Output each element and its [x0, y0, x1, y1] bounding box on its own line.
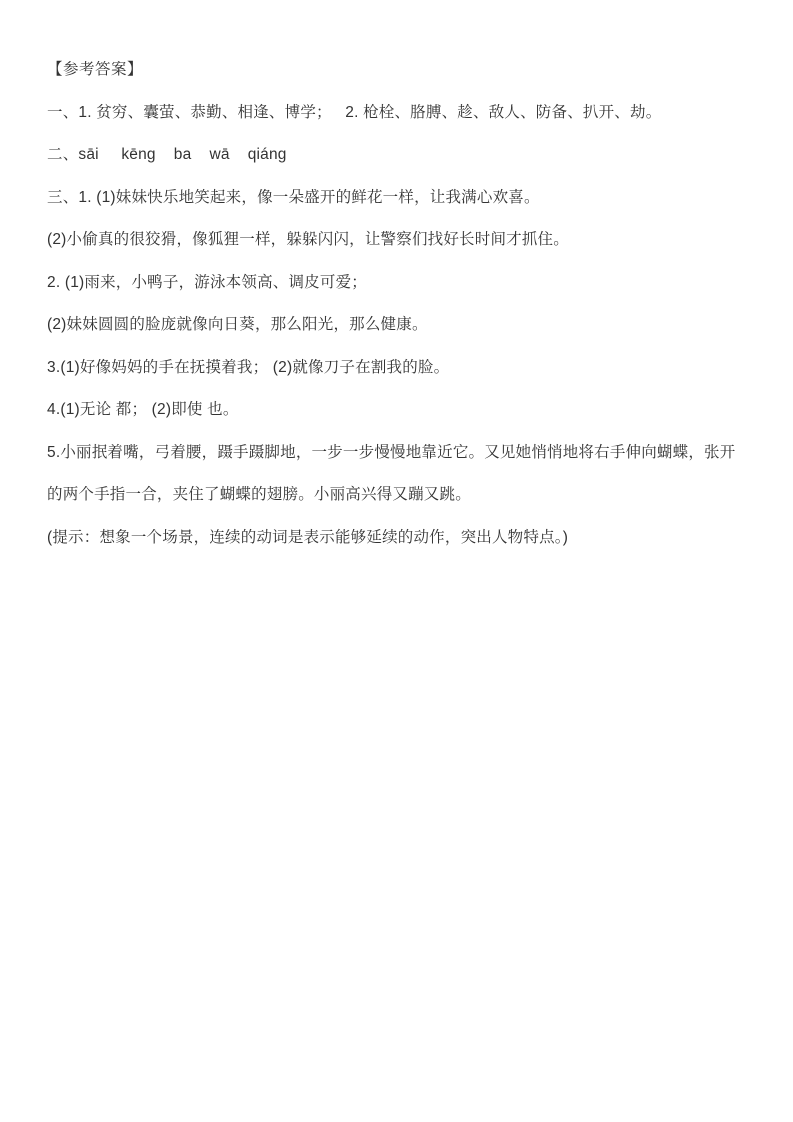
answer-line: 2. (1)雨来，小鸭子，游泳本领高、调皮可爱；	[47, 273, 367, 291]
answer-line: 二、sāi kēng ba wā qiáng	[47, 146, 287, 163]
answer-line: (提示：想象一个场景，连续的动词是表示能够延续的动作，突出人物特点。)	[47, 528, 569, 546]
answer-line: 三、1. (1)妹妹快乐地笑起来，像一朵盛开的鲜花一样，让我满心欢喜。	[47, 188, 540, 206]
answer-line: 一、1. 贫穷、囊萤、恭勤、相逢、博学； 2. 枪栓、胳膊、趁、敌人、防备、扒开、劫。	[47, 103, 662, 121]
answer-line: (2)小偷真的很狡猾，像狐狸一样，躲躲闪闪，让警察们找好长时间才抓住。	[47, 231, 569, 248]
answer-line: 5.小丽抿着嘴，弓着腰，蹑手蹑脚地，一步一步慢慢地靠近它。又见她悄悄地将右手伸向蝴蝶，张开的两个手指一合，夹住了蝴蝶的翅膀。小丽高兴得又蹦又跳。	[47, 443, 736, 503]
answer-line: (2)妹妹圆圆的脸庞就像向日葵，那么阳光，那么健康。	[47, 316, 428, 333]
answer-line: 3.(1)好像妈妈的手在抚摸着我； (2)就像刀子在割我的脸。	[47, 358, 450, 376]
page-title: 【参考答案】	[47, 61, 144, 78]
answer-lines	[47, 92, 746, 560]
answer-line: 4.(1)无论 都； (2)即使 也。	[47, 401, 239, 418]
